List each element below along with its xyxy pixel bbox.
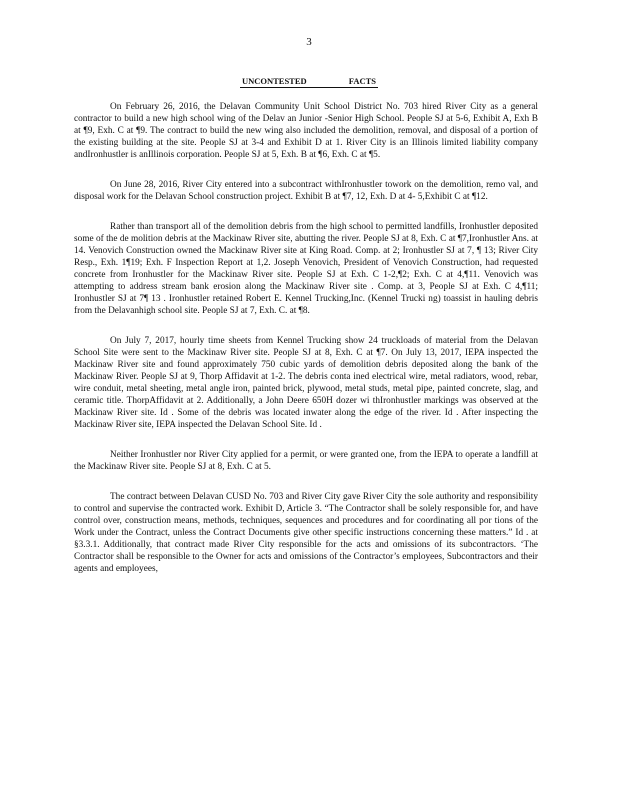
paragraph-contract-responsibility: The contract between Delavan CUSD No. 703 and River City gave River City the sole authority and responsibility to control and supervise the contracted work. Exhibit D, Article 3. “The Contractor shall be solely responsible for, and have control over, construction means, methods, techniques, sequences and procedures and for coordinating all por tions of the Work under the Contract, unless the Contract Documents give other specific instructions concerning these matters.” Id . at §3.3.1. Additionally, that contract made River City responsible for the acts and omissions of its subcontractors. ‘The Contractor shall be responsible to the Owner for acts and omissions of the Contractor’s employees, Subcontractors and their agents and employees, [74,492,538,574]
page-number: 3 [306,36,312,48]
paragraph-subcontract: On June 28, 2016, River City entered into a subcontract withIronhustler towork on the demolition, remo val, and disposal work for the Delavan School construction project. Exhibit B at ¶7, 12, Exh. D at 4- 5,Exhibit C at ¶12. [74,180,538,202]
paragraph-debris-deposit: Rather than transport all of the demolition debris from the high school to permitted landfills, Ironhustler deposited some of the de molition debris at the Mackinaw River site, abutting the river. People SJ at 8, Exh. C at ¶7,Ironhustler Ans. at 14. Venovich Construction owned the Mackinaw River site at King Road. Comp. at 2; Ironhustler SJ at 7, ¶ 13; River City Resp., Exh. 1¶19; Exh. F Inspection Report at 1,2. Joseph Venovich, President of Venovich Construction, had requested concrete from Ironhustler for the Mackinaw River site. People SJ at Exh. C 1-2,¶2; Exh. C at 4,¶11. Venovich was attempting to address stream bank erosion along the Mackinaw River site . Comp. at 3, People SJ at Exh. C 4,¶11; Ironhustler SJ at 7¶ 13 . Ironhustler retained Robert E. Kennel Trucking,Inc. (Kennel Trucki ng) toassist in hauling debris from the Delavanhigh school site. People SJ at 7, Exh. C. at ¶8. [74,222,538,316]
paragraph-contract-hiring: On February 26, 2016, the Delavan Community Unit School District No. 703 hired River City as a general contractor to build a new high school wing of the Delav an Junior -Senior High School. People SJ at 5-6, Exhibit A, Exh B at ¶9, Exh. C at ¶9. The contract to build the new wing also included the demolition, removal, and disposal of a portion of the existing building at the site. People SJ at 3-4 and Exhibit D at 1. River City is an Illinois limited liability company andIronhustler is anIllinois corporation. People SJ at 5, Exh. B at ¶6, Exh. C at ¶5. [74,102,538,160]
paragraph-no-permit: Neither Ironhustler nor River City applied for a permit, or were granted one, from the IEPA to operate a landfill at the Mackinaw River site. People SJ at 8, Exh. C at 5. [74,450,538,472]
section-heading-text: UNCONTESTED FACTS [241,76,377,86]
document-body [74,101,538,575]
paragraph-iepa-inspection: On July 7, 2017, hourly time sheets from Kennel Trucking show 24 truckloads of material from the Delavan School Site were sent to the Mackinaw River site. People SJ at 8, Exh. C at ¶7. On July 13, 2017, IEPA inspected the Mackinaw River site and found approximately 750 cubic yards of demolition debris deposited along the bank of the Mackinaw River. People SJ at 9, Thorp Affidavit at 1-2. The debris conta ined electrical wire, metal radiators, wood, rebar, wire conduit, metal sheeting, metal angle iron, painted brick, plywood, metal studs, metal pipe, painted concrete, slag, and ceramic title. ThorpAffidavit at 2. Additionally, a John Deere 650H dozer wi thIronhustler markings was observed at the Mackinaw River site. Id . Some of the debris was located inwater along the edge of the river. Id . After inspecting the Mackinaw River site, IEPA inspected the Delavan School Site. Id . [74,336,538,430]
section-heading [0,76,618,88]
